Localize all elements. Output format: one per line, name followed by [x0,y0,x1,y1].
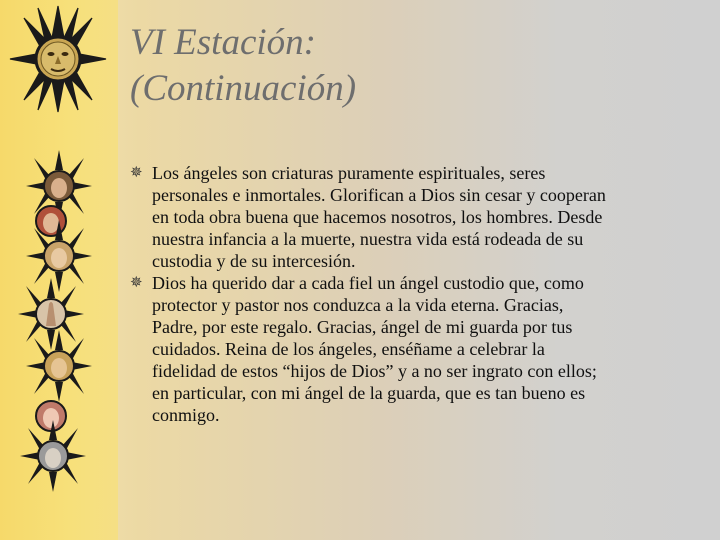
sun-face-icon [8,4,108,114]
bullet-1-line-2: personales e inmortales. Glorifican a Dios sin cesar y cooperan [152,185,606,205]
bullet-2-line-2: protector y pastor nos conduzca a la vida eterna. Gracias, [152,295,564,315]
bullet-2-line-3: Padre, por este regalo. Gracias, ángel de mi guarda por tus [152,317,573,337]
bullet-1-line-4: nuestra infancia a la muerte, nuestra vida está rodeada de su [152,229,584,249]
slide-title-line-1: VI Estación: [130,22,316,63]
bullet-2-line-1: Dios ha querido dar a cada fiel un ángel custodio que, como [152,273,584,293]
slide-title-line-2: (Continuación) [130,68,357,109]
bullet-2-line-4: cuidados. Reina de los ángeles, enséñame a celebrar la [152,339,545,359]
bullet-1-line-5: custodia y de su intercesión. [152,251,356,271]
bullet-list [130,162,710,426]
sun-bullet-icon: ✵ [130,275,143,291]
bullet-item-1 [130,162,710,272]
bullet-2-line-6: en particular, con mi ángel de la guarda, que es tan bueno es [152,383,586,403]
sun-bullet-icon: ✵ [130,165,143,181]
slide-title [130,20,690,112]
bullet-1-line-1: Los ángeles son criaturas puramente espirituales, seres [152,163,546,183]
bullet-2-line-5: fidelidad de estos “hijos de Dios” y a no ser ingrato con ellos; [152,361,597,381]
bullet-1-line-3: en toda obra buena que hacemos nosotros, los hombres. Desde [152,207,603,227]
madonna-icon [20,420,86,492]
bullet-item-2 [130,272,710,426]
bullet-2-line-7: conmigo. [152,405,220,425]
